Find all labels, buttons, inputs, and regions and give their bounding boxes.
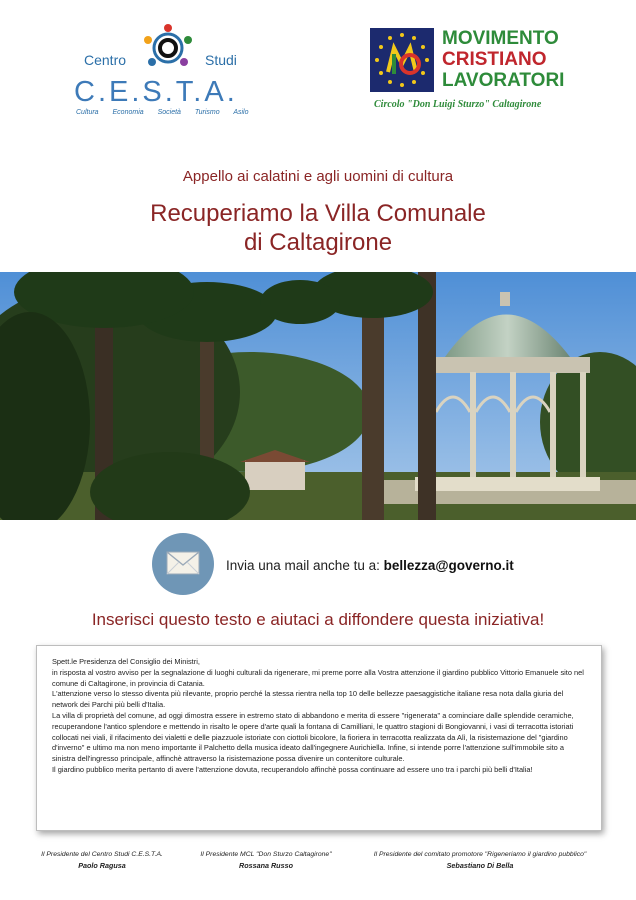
signature-mcl [190, 851, 342, 870]
envelope-icon [152, 533, 214, 595]
letter-box [36, 645, 602, 831]
page-title [0, 199, 636, 257]
signature-committee [356, 851, 604, 870]
cesta-name: C.E.S.T.A. [74, 76, 238, 108]
mcl-line3: LAVORATORI [442, 70, 565, 91]
title-line-2: di Caltagirone [243, 229, 393, 256]
call-to-action: Inserisci questo testo e aiutaci a diffondere questa iniziativa! [91, 610, 545, 629]
signature-role: Il Presidente del comitato promotore "Rigeneriamo il giardino pubblico" [373, 851, 587, 858]
appeal-subtitle: Appello ai calatini e agli uomini di cultura [182, 168, 454, 185]
letter-paragraph: Spett.le Presidenza del Consiglio dei Ministri, [52, 657, 200, 666]
signature-role: Il Presidente MCL "Don Sturzo Caltagirone" [200, 851, 332, 858]
letter-paragraph: La villa di proprietà del comune, ad oggi dimostra essere in estremo stato di abbandono e merita di essere "rigenerata" a cominciare dalle splendide ceramiche, recuperandone l'antico splendore e mettendo in risalto le opere d'arte quali la fontana di Camilliani, le quattro stagioni di Bongiovanni, i vasi di terracotta istoriati collocati nei viali, il rifacimento dei vialetti e delle piazzuole istoriate con ciottoli bicolore, la fioriera in terracotta realizzata da Alì, la risistemazione del "giardino d'inverno" e ultimo ma non meno importante il Palchetto della musica ideato dall'ingegnere Aurichiella. Infine, si intende porre l'attenzione sull'immobile sito a sinistra dell'ingresso principale, affinchè attraverso la risistemazione possa divenire un contenitore culturale. [52, 710, 574, 764]
signature-name: Rossana Russo [239, 861, 293, 870]
mcl-circle-label: Circolo "Don Luigi Sturzo" Caltagirone [374, 99, 542, 110]
cesta-rings-icon [136, 18, 200, 78]
cesta-studi-label: Studi [205, 52, 237, 68]
cesta-centro-label: Centro [84, 52, 127, 68]
mail-prefix: Invia una mail anche tu a: [226, 558, 384, 573]
signature-cesta [36, 851, 168, 870]
cesta-logo [72, 18, 272, 118]
letter-paragraph: in risposta al vostro avviso per la segnalazione di luoghi culturali da rigenerare, mi preme porre alla Vostra attenzione il giardino pubblico Vittorio Emanuele sito nel comune di Caltagirone, in provincia di Catania. [52, 667, 584, 688]
mcl-line2: CRISTIANO [442, 49, 547, 70]
mcl-badge-icon [370, 28, 434, 92]
cesta-subtitle: Cultura Economia Società Turismo Asilo [76, 109, 249, 116]
mcl-name [442, 28, 564, 91]
villa-bandstand-photo [0, 272, 636, 520]
signature-name: Sebastiano Di Bella [446, 861, 514, 870]
title-line-1: Recuperiamo la Villa Comunale [150, 200, 486, 227]
mcl-logo [370, 28, 570, 118]
signature-role: Il Presidente del Centro Studi C.E.S.T.A. [41, 851, 163, 858]
mcl-line1: MOVIMENTO [442, 28, 559, 49]
mail-invite [226, 558, 514, 573]
email-link[interactable]: bellezza@governo.it [383, 558, 514, 573]
letter-paragraph: Il giardino pubblico merita pertanto di avere l'attenzione dovuta, recuperandolo affinchè possa continuare ad essere uno tra i parchi più belli d'Italia! [52, 764, 533, 774]
letter-paragraph: L'attenzione verso lo stesso diventa più rilevante, proprio perché la stessa rientra nella top 10 delle bellezze paesaggistiche italiane resa nota dalla giuria del network dei Parchi più belli d'Italia. [52, 689, 564, 710]
signature-name: Paolo Ragusa [78, 861, 126, 870]
